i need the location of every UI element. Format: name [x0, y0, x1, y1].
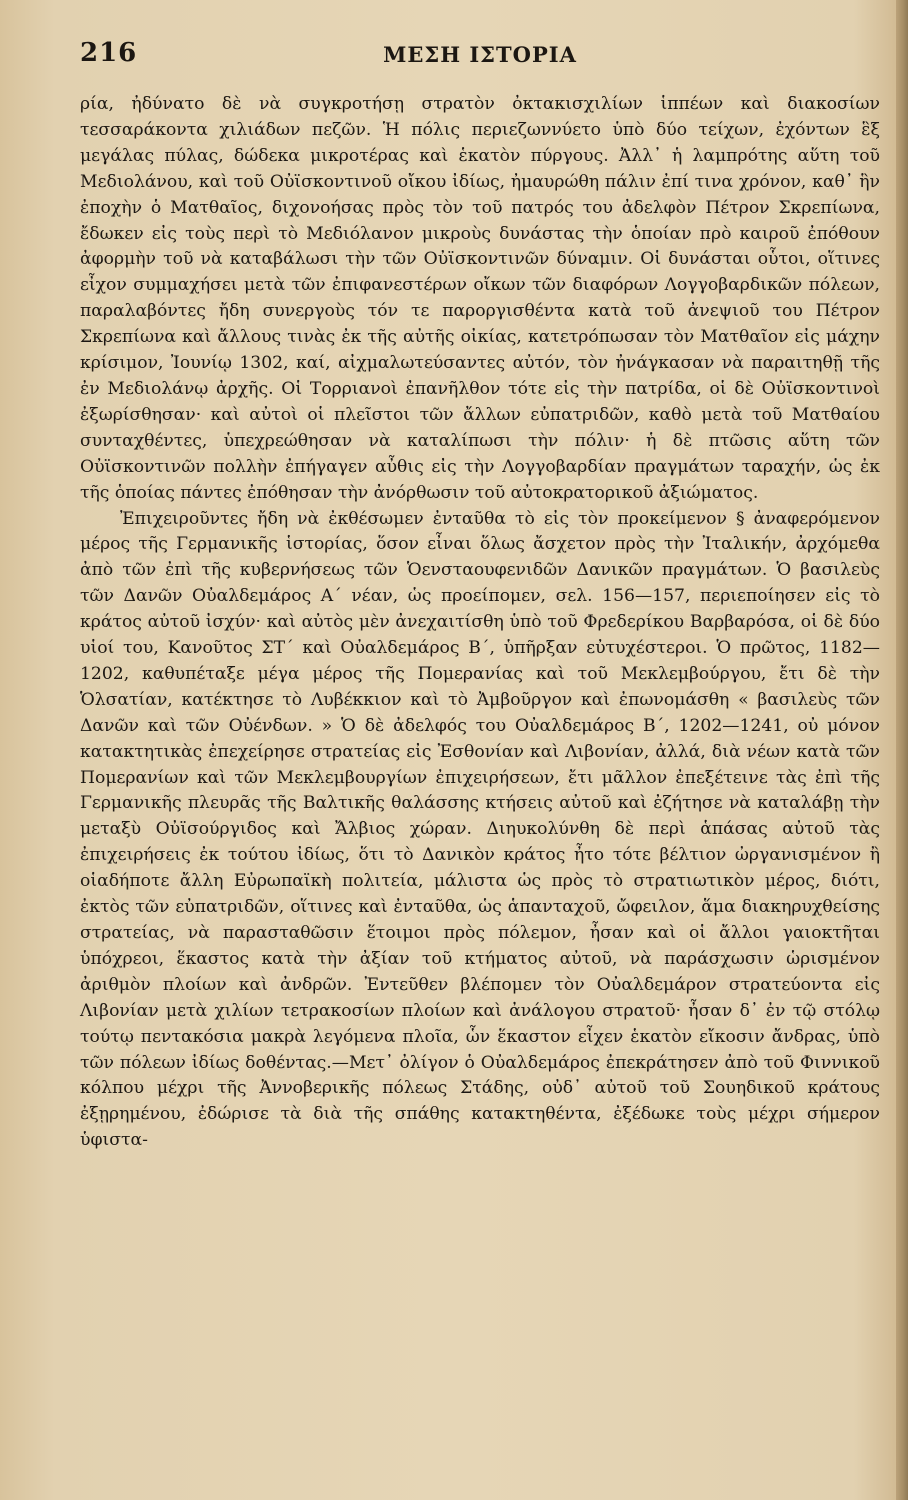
- paragraph-continued: ρία, ἠδύνατο δὲ νὰ συγκροτήσῃ στρατὸν ὀκτακισχιλίων ἱππέων καὶ διακοσίων τεσσαράκοντα χιλιάδων πεζῶν. Ἡ πόλις περιεζωννύετο ὑπὸ δύο τείχων, ἐχόντων ἓξ μεγάλας πύλας, δώδεκα μικροτέρας καὶ ἑκατὸν πύργους. Ἀλλ᾽ ἡ λαμπρότης αὕτη τοῦ Μεδιολάνου, καὶ τοῦ Οὐϊσκοντινοῦ οἴκου ἰδίως, ἠμαυρώθη πάλιν ἐπί τινα χρόνον, καθ᾽ ἣν ἐποχὴν ὁ Ματθαῖος, διχονοήσας πρὸς τὸν τοῦ πατρός του ἀδελφὸν Πέτρον Σκρεπίωνα, ἔδωκεν εἰς τοὺς περὶ τὸ Μεδιόλανον μικροὺς δυνάστας τὴν ὁποίαν πρὸ καιροῦ ἐπόθουν ἀφορμὴν τοῦ νὰ καταβάλωσι τὴν τῶν Οὐϊσκοντινῶν δύναμιν. Οἱ δυνάσται οὗτοι, οἵτινες εἶχον συμμαχήσει μετὰ τῶν ἐπιφανεστέρων οἴκων τῶν διαφόρων Λογγοβαρδικῶν πόλεων, παραλαβόντες ἤδη συνεργοὺς τόν τε παροργισθέντα κατὰ τοῦ ἀνεψιοῦ του Πέτρον Σκρεπίωνα καὶ ἄλλους τινὰς ἐκ τῆς αὐτῆς οἰκίας, κατετρόπωσαν τὸν Ματθαῖον εἰς μάχην κρίσιμον, Ἰουνίῳ 1302, καί, αἰχμαλωτεύσαντες αὐτόν, τὸν ἠνάγκασαν νὰ παραιτηθῇ τῆς ἐν Μεδιολάνῳ ἀρχῆς. Οἱ Τορριανοὶ ἐπανῆλθον τότε εἰς τὴν πατρίδα, οἱ δὲ Οὐϊσκοντινοὶ ἐξωρίσθησαν· καὶ αὐτοὶ οἱ πλεῖστοι τῶν ἄλλων εὐπατριδῶν, καθὸ μετὰ τοῦ Ματθαίου συνταχθέντες, ὑπεχρεώθησαν νὰ καταλίπωσι τὴν πόλιν· ἡ δὲ πτῶσις αὕτη τῶν Οὐϊσκοντινῶν πολλὴν ἐπήγαγεν αὖθις εἰς τὴν Λογγοβαρδίαν πραγμάτων ταραχήν, ὡς ἐκ τῆς ὁποίας πάντες ἐπόθησαν τὴν ἀνόρθωσιν τοῦ αὐτοκρατορικοῦ ἀξιώματος.: [80, 94, 880, 503]
- running-head: ΜΕΣΗ ΙΣΤΟΡΙΑ: [383, 42, 577, 67]
- paragraph-danish-history: Ἐπιχειροῦντες ἤδη νὰ ἐκθέσωμεν ἐνταῦθα τὸ εἰς τὸν προκείμενον § ἀναφερόμενον μέρος τῆς Γερμανικῆς ἱστορίας, ὅσον εἶναι ὅλως ἄσχετον πρὸς τὴν Ἰταλικήν, ἀρχόμεθα ἀπὸ τῶν ἐπὶ τῆς κυβερνήσεως τῶν Ὁενσταουφενιδῶν Δανικῶν πραγμάτων. Ὁ βασιλεὺς τῶν Δανῶν Οὐαλδεμάρος Α΄ νέαν, ὡς προείπομεν, σελ. 156—157, περιεποίησεν εἰς τὸ κράτος αὐτοῦ ἰσχύν· καὶ αὐτὸς μὲν ἀνεχαιτίσθη ὑπὸ τοῦ Φρεδερίκου Βαρβαρόσα, οἱ δὲ δύο υἱοί του, Κανοῦτος ΣΤ΄ καὶ Οὐαλδεμάρος Β΄, ὑπῆρξαν εὐτυχέστεροι. Ὁ πρῶτος, 1182—1202, καθυπέταξε μέγα μέρος τῆς Πομερανίας καὶ τοῦ Μεκλεμβούργου, ἔτι δὲ τὴν Ὁλσατίαν, κατέκτησε τὸ Λυβέκκιον καὶ τὸ Ἀμβοῦργον καὶ ἐπωνομάσθη « βασιλεὺς τῶν Δανῶν καὶ τῶν Οὐένδων. » Ὁ δὲ ἀδελφός του Οὐαλδεμάρος Β΄, 1202—1241, οὐ μόνον κατακτητικὰς ἐπεχείρησε στρατείας εἰς Ἐσθονίαν καὶ Λιβονίαν, ἀλλά, διὰ νέων κατὰ τῶν Πομερανίων καὶ τῶν Μεκλεμβουργίων ἐπιχειρήσεων, ἔτι μᾶλλον ἐπεξέτεινε τὰς ἐπὶ τῆς Γερμανικῆς πλευρᾶς τῆς Βαλτικῆς θαλάσσης κτήσεις αὐτοῦ καὶ ἐζήτησε νὰ καταλάβῃ τὴν μεταξὺ Οὐϊσούργιδος καὶ Ἄλβιος χώραν. Διηυκολύνθη δὲ περὶ ἁπάσας αὐτοῦ τὰς ἐπιχειρήσεις ἐκ τούτου ἰδίως, ὅτι τὸ Δανικὸν κράτος ἦτο τότε βέλτιον ὠργανισμένον ἢ οἱαδήποτε ἄλλη Εὐρωπαϊκὴ πολιτεία, μάλιστα ὡς πρὸς τὸ στρατιωτικὸν μέρος, διότι, ἐκτὸς τῶν εὐπατριδῶν, οἵτινες καὶ ἐνταῦθα, ὡς ἁπανταχοῦ, ὤφειλον, ἅμα διακηρυχθείσης στρατείας, νὰ παρασταθῶσιν ἕτοιμοι πρὸς πόλεμον, ἦσαν καὶ οἱ ἄλλοι γαιοκτῆται ὑπόχρεοι, ἕκαστος κατὰ τὴν ἀξίαν τοῦ κτήματος αὐτοῦ, νὰ παράσχωσιν ὡρισμένον ἀριθμὸν πλοίων καὶ ἀνδρῶν. Ἐντεῦθεν βλέπομεν τὸν Οὐαλδεμάρον στρατεύοντα εἰς Λιβονίαν μετὰ χιλίων τετρακοσίων πλοίων καὶ ἀνάλογου στρατοῦ· ἦσαν δ᾽ ἐν τῷ στόλῳ τούτῳ πεντακόσια μακρὰ λεγόμενα πλοῖα, ὧν ἕκαστον εἶχεν ἑκατὸν εἴκοσιν ἄνδρας, ὑπὸ τῶν πόλεων ἰδίως δοθέντας.—Μετ᾽ ὀλίγον ὁ Οὐαλδεμάρος ἐπεκράτησεν ἀπὸ τοῦ Φιννικοῦ κόλπου μέχρι τῆς Ἀννοβερικῆς πόλεως Στάδης, οὐδ᾽ αὐτοῦ τοῦ Σουηδικοῦ κράτους ἐξῃρημένου, ἐδώρισε τὰ διὰ τῆς σπάθης κατακτηθέντα, ἐξέδωκε τοὺς μέχρι σήμερον ὑφιστα-: [80, 508, 880, 1151]
- adjacent-page-edge: [896, 0, 908, 1500]
- body-text: [80, 92, 880, 1154]
- page-number: 216: [80, 38, 138, 68]
- page-header: [80, 38, 880, 74]
